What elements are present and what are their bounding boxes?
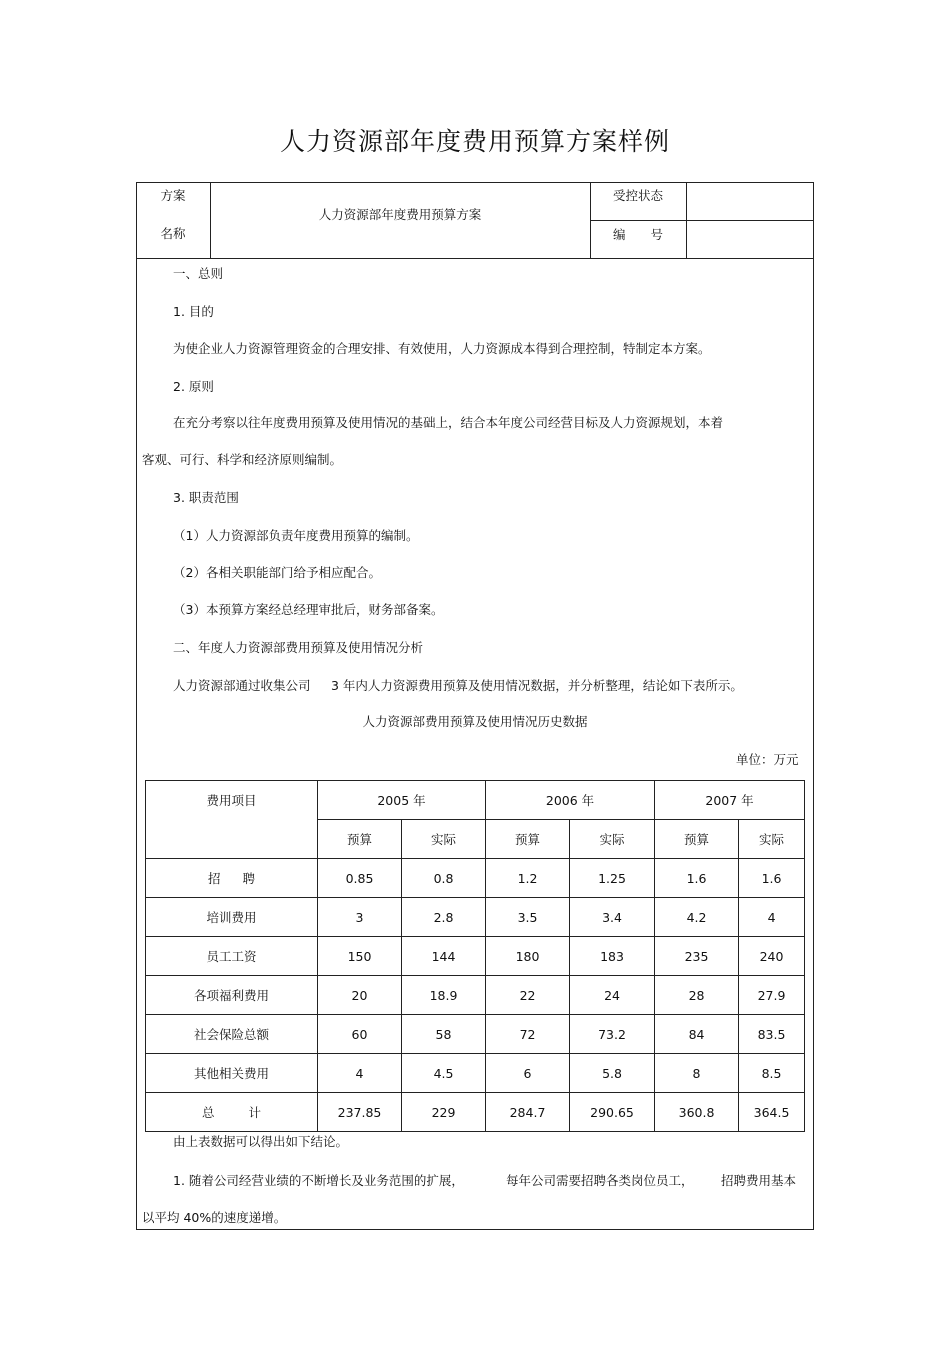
- section-1-3-item-3: （3）本预算方案经总经理审批后，财务部备案。: [173, 602, 444, 617]
- table-cell: 364.5: [739, 1093, 805, 1132]
- label-mingcheng: 名称: [160, 226, 186, 241]
- table-total-row: [146, 1093, 805, 1132]
- table-cell: 360.8: [655, 1093, 739, 1132]
- header-row-divider: [590, 220, 814, 221]
- table-cell: 5.8: [570, 1054, 655, 1093]
- section-1-2-text-line2: 客观、可行、科学和经济原则编制。: [142, 452, 343, 467]
- table-cell: 20: [318, 976, 402, 1015]
- table-row: [146, 859, 805, 898]
- table-cell: 150: [318, 937, 402, 976]
- table-cell: 4: [318, 1054, 402, 1093]
- table-cell: 290.65: [570, 1093, 655, 1132]
- row-label: 其他相关费用: [146, 1054, 318, 1093]
- table-cell: 144: [402, 937, 486, 976]
- table-cell: 1.25: [570, 859, 655, 898]
- row-label: 招聘: [207, 871, 277, 886]
- table-cell: 83.5: [739, 1015, 805, 1054]
- table-cell: 1.2: [486, 859, 570, 898]
- table-cell: 183: [570, 937, 655, 976]
- table-cell: 6: [486, 1054, 570, 1093]
- table-cell: 3.4: [570, 898, 655, 937]
- budget-table: [145, 780, 805, 1132]
- table-cell: 4.5: [402, 1054, 486, 1093]
- section-1-3-heading: 3. 职责范围: [173, 490, 239, 505]
- table-cell: 58: [402, 1015, 486, 1054]
- conclusion-1-line-2: 以平均 40%的速度递增。: [142, 1210, 287, 1225]
- row-label: 社会保险总额: [146, 1015, 318, 1054]
- conclusion-1-part-a: 1. 随着公司经营业绩的不断增长及业务范围的扩展，: [173, 1173, 464, 1188]
- col-header-actual: 实际: [570, 820, 655, 859]
- row-label: 员工工资: [146, 937, 318, 976]
- table-cell: 240: [739, 937, 805, 976]
- table-cell: 3: [318, 898, 402, 937]
- col-header-year: 2005 年: [318, 781, 486, 820]
- plan-name: 人力资源部年度费用预算方案: [318, 207, 482, 222]
- col-header-actual: 实际: [402, 820, 486, 859]
- label-control-status: 受控状态: [612, 188, 663, 203]
- table-cell: 18.9: [402, 976, 486, 1015]
- table-row: [146, 1054, 805, 1093]
- after-table-text: 由上表数据可以得出如下结论。: [173, 1134, 349, 1149]
- label-number: 编 号: [612, 227, 663, 242]
- col-header-budget: 预算: [655, 820, 739, 859]
- col-header-budget: 预算: [318, 820, 402, 859]
- conclusion-1-part-c: 招聘费用基本: [721, 1173, 797, 1188]
- table-cell: 4.2: [655, 898, 739, 937]
- col-header-budget: 预算: [486, 820, 570, 859]
- table-cell: 0.85: [318, 859, 402, 898]
- table-cell: 0.8: [402, 859, 486, 898]
- label-fangan: 方案: [160, 188, 186, 203]
- table-cell: 22: [486, 976, 570, 1015]
- page-title: 人力资源部年度费用预算方案样例: [279, 127, 670, 156]
- table-row: [146, 937, 805, 976]
- table-cell: 284.7: [486, 1093, 570, 1132]
- row-label-total: 总计: [201, 1105, 295, 1120]
- table-cell: 235: [655, 937, 739, 976]
- table-cell: 1.6: [655, 859, 739, 898]
- col-header-item: 费用项目: [146, 781, 318, 859]
- conclusion-1-part-b: 每年公司需要招聘各类岗位员工，: [506, 1173, 694, 1188]
- table-row: [146, 1015, 805, 1054]
- section-2-heading: 二、年度人力资源部费用预算及使用情况分析: [173, 640, 424, 655]
- col-header-year: 2006 年: [486, 781, 655, 820]
- col-header-year: 2007 年: [655, 781, 805, 820]
- section-1-1-heading: 1. 目的: [173, 304, 214, 319]
- table-cell: 8: [655, 1054, 739, 1093]
- section-1-3-item-2: （2）各相关职能部门给予相应配合。: [173, 565, 381, 580]
- section-1-2-heading: 2. 原则: [173, 379, 214, 394]
- table-cell: 28: [655, 976, 739, 1015]
- section-2-intro-a: 人力资源部通过收集公司: [173, 678, 311, 693]
- section-1-1-text: 为使企业人力资源管理资金的合理安排、有效使用，人力资源成本得到合理控制，特制定本方案。: [173, 341, 711, 356]
- table-cell: 60: [318, 1015, 402, 1054]
- table-cell: 2.8: [402, 898, 486, 937]
- table-header-row: [146, 781, 805, 820]
- col-header-actual: 实际: [739, 820, 805, 859]
- table-row: [146, 898, 805, 937]
- table-row: [146, 976, 805, 1015]
- row-label: 培训费用: [146, 898, 318, 937]
- table-cell: 3.5: [486, 898, 570, 937]
- table-cell: 180: [486, 937, 570, 976]
- table-cell: 72: [486, 1015, 570, 1054]
- table-unit: 单位：万元: [736, 752, 799, 767]
- table-cell: 1.6: [739, 859, 805, 898]
- table-cell: 237.85: [318, 1093, 402, 1132]
- table-cell: 4: [739, 898, 805, 937]
- table-cell: 27.9: [739, 976, 805, 1015]
- row-label: 各项福利费用: [146, 976, 318, 1015]
- section-1-heading: 一、总则: [173, 266, 224, 281]
- table-cell: 229: [402, 1093, 486, 1132]
- header-divider: [136, 258, 814, 259]
- table-cell: 8.5: [739, 1054, 805, 1093]
- section-2-intro-b: 3 年内人力资源费用预算及使用情况数据，并分析整理，结论如下表所示。: [331, 678, 743, 693]
- table-cell: 73.2: [570, 1015, 655, 1054]
- section-1-3-item-1: （1）人力资源部负责年度费用预算的编制。: [173, 528, 419, 543]
- table-caption: 人力资源部费用预算及使用情况历史数据: [362, 714, 588, 729]
- table-cell: 24: [570, 976, 655, 1015]
- table-cell: 84: [655, 1015, 739, 1054]
- section-1-2-text-line1: 在充分考察以往年度费用预算及使用情况的基础上，结合本年度公司经营目标及人力资源规划，本着: [173, 415, 724, 430]
